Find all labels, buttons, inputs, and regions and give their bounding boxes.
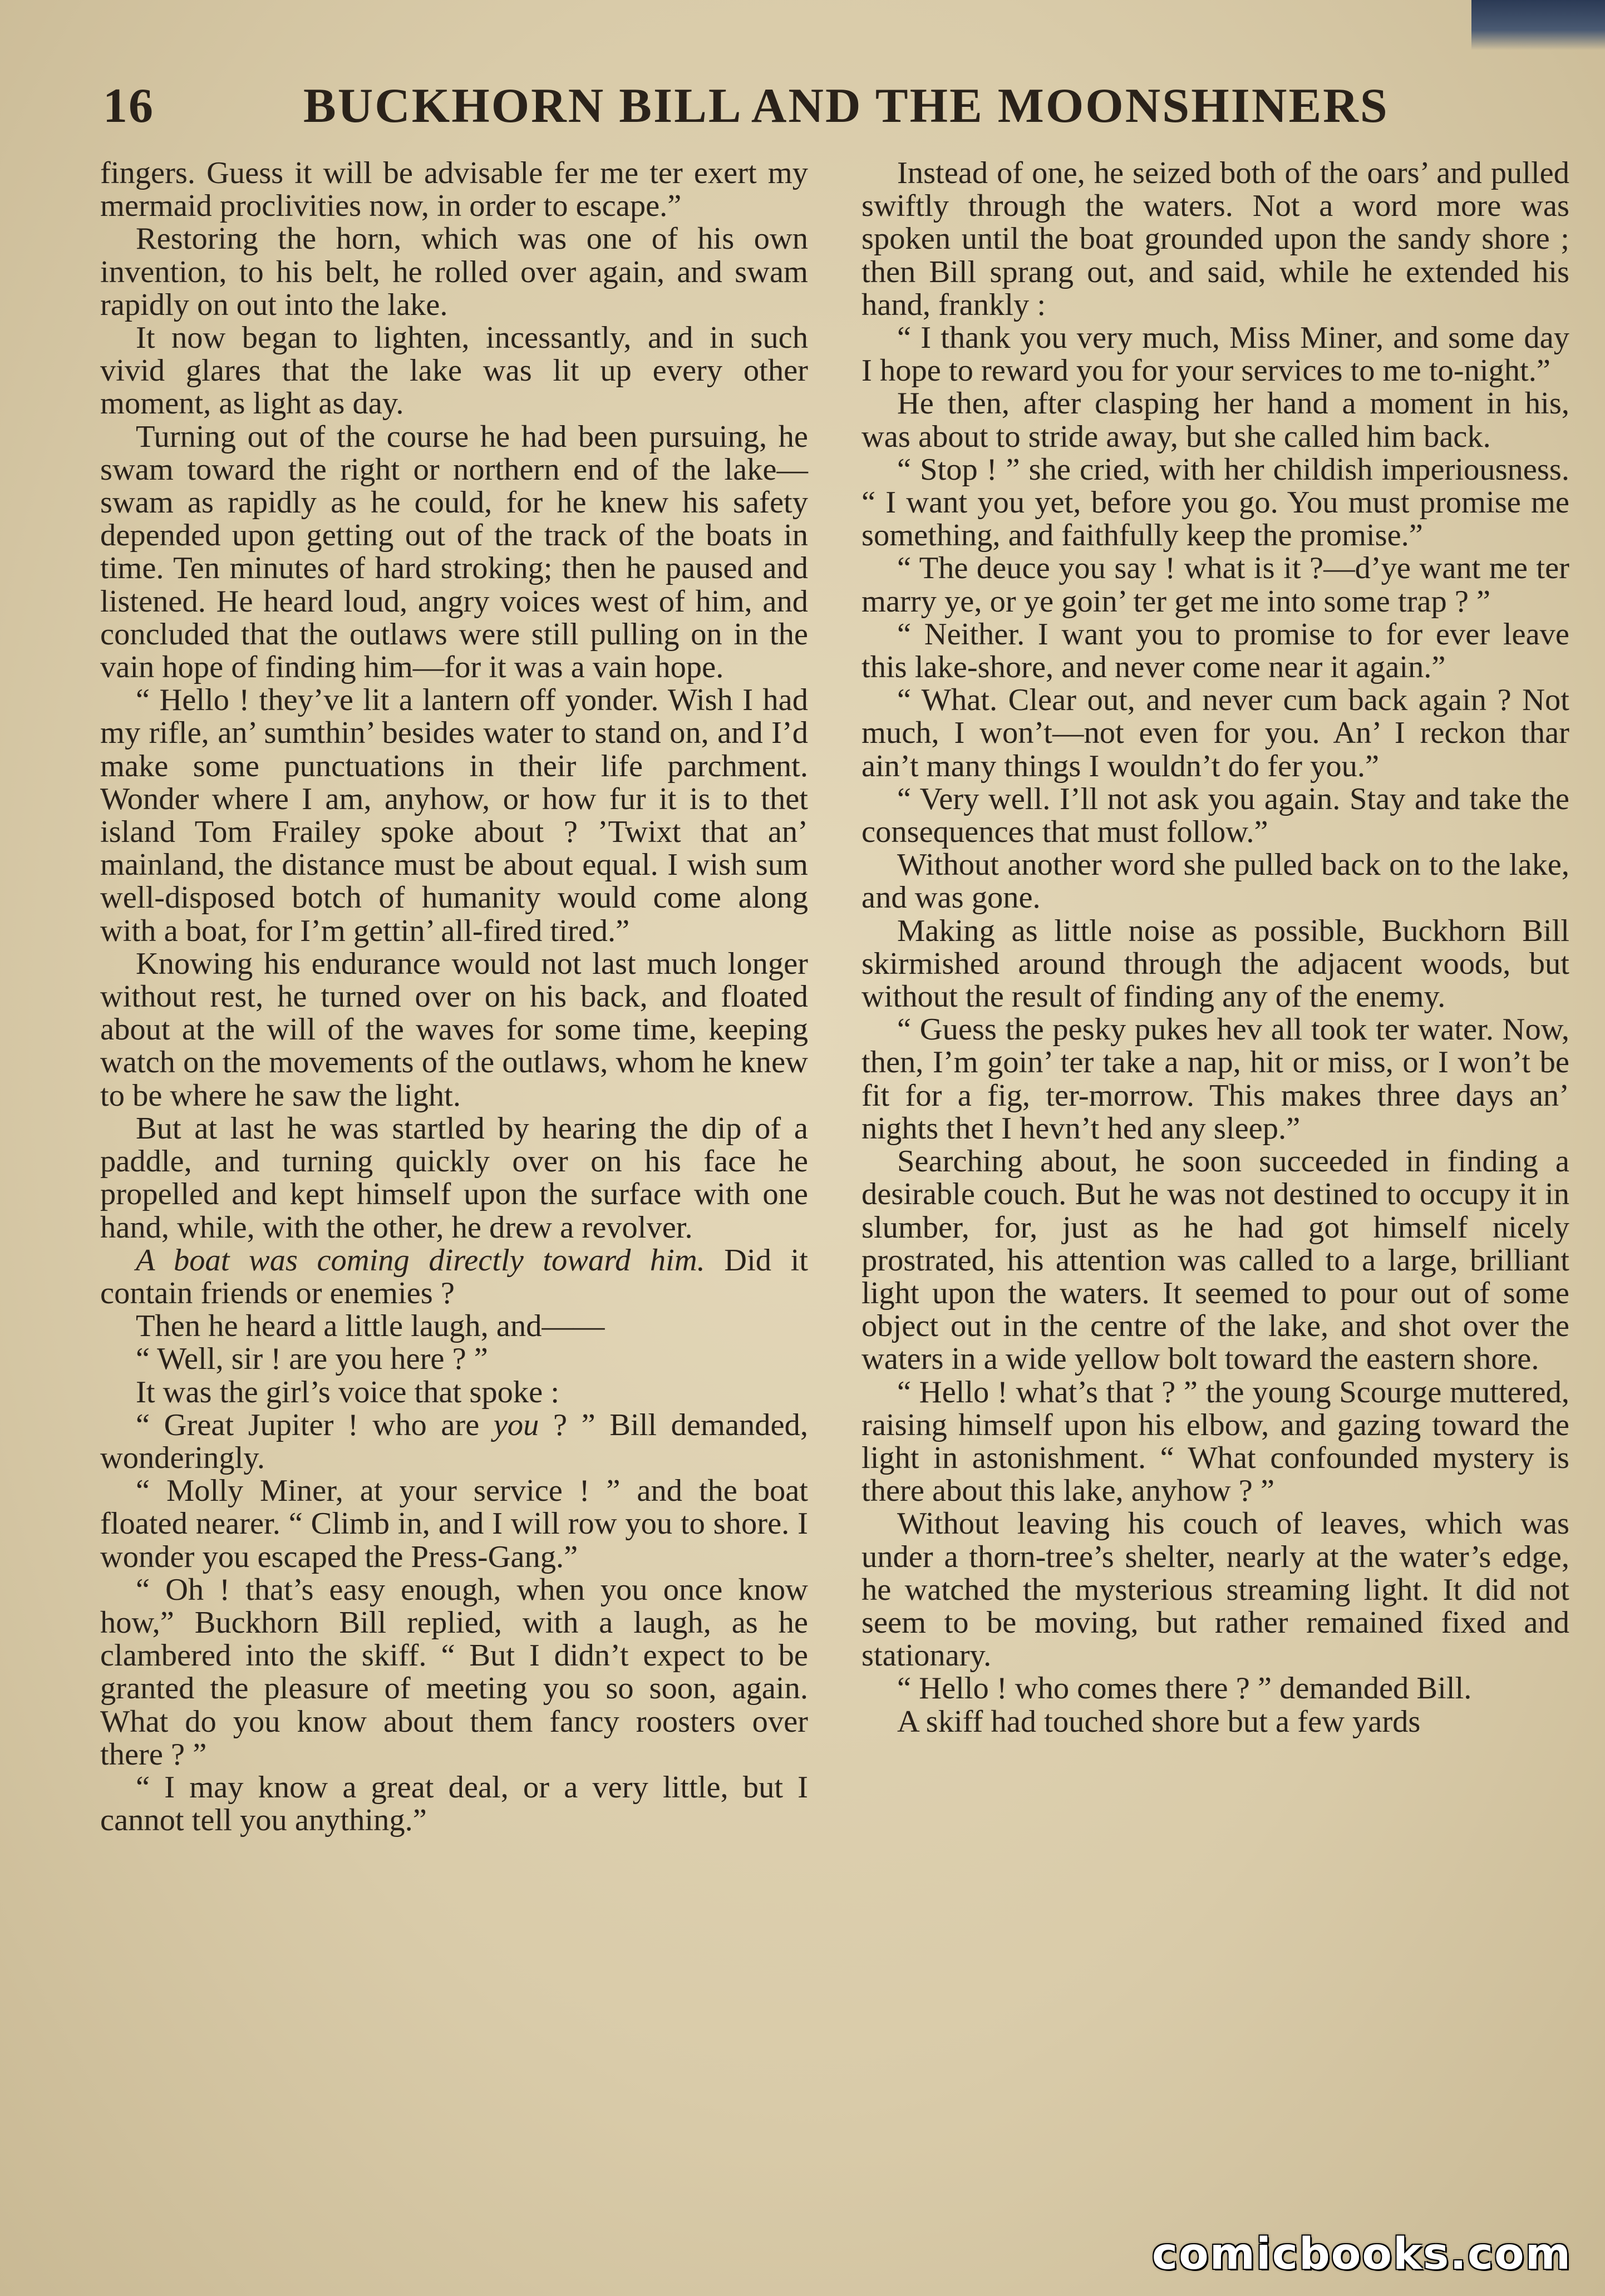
right-text-column bbox=[861, 157, 1569, 1738]
paragraph: “ What. Clear out, and never cum back again ? Not much, I won’t—not even for you. An’ I reckon thar ain’t many things I wouldn’t do fer you.” bbox=[861, 683, 1569, 784]
page-header bbox=[103, 78, 1517, 139]
page-number: 16 bbox=[103, 79, 154, 133]
paragraph-boat bbox=[100, 1244, 808, 1310]
paragraph: Making as little noise as possible, Buckhorn Bill skirmished around through the adjacent woods, but without the result of finding any of the enemy. bbox=[861, 913, 1569, 1014]
italic-sentence: A boat was coming directly toward him. bbox=[136, 1243, 705, 1278]
paragraph: “ Neither. I want you to promise to for ever leave this lake-shore, and never come near it again.” bbox=[861, 617, 1569, 685]
paragraph: “ Molly Miner, at your service ! ” and the boat floated nearer. “ Climb in, and I will row you to shore. I wonder you escaped the Press-Gang.” bbox=[100, 1474, 808, 1574]
paragraph: But at last he was startled by hearing the dip of a paddle, and turning quickly over on his face he propelled and kept himself upon the surface with one hand, while, with the other, he drew a revolver. bbox=[100, 1111, 808, 1245]
page-corner-shadow bbox=[1471, 0, 1605, 50]
paragraph: Searching about, he soon succeeded in finding a desirable couch. But he was not destined to occupy it in slumber, for, just as he had got himself nicely prostrated, his attention was called to a large, brilliant light upon the waters. It seemed to pour out of some object out in the centre of the lake, and shot over the waters in a wide yellow bolt toward the eastern shore. bbox=[861, 1144, 1569, 1377]
paragraph: “ The deuce you say ! what is it ?—d’ye want me ter marry ye, or ye goin’ ter get me into some trap ? ” bbox=[861, 551, 1569, 619]
paragraph: “ Stop ! ” she cried, with her childish imperiousness. “ I want you yet, before you go. You must promise me something, and faithfully keep the promise.” bbox=[861, 452, 1569, 553]
paragraph: “ Guess the pesky pukes hev all took ter water. Now, then, I’m goin’ ter take a nap, hit or miss, or I won’t be fit for a fig, ter-morrow. This makes three days an’ nights thet I hevn’t hed any sleep.” bbox=[861, 1012, 1569, 1146]
paragraph: “ Hello ! what’s that ? ” the young Scourge muttered, raising himself upon his elbow, and gazing toward the light in astonishment. “ What confounded mystery is there about this lake, anyhow ? ” bbox=[861, 1374, 1569, 1509]
paragraph: Turning out of the course he had been pursuing, he swam toward the right or northern end of the lake—swam as rapidly as he could, for he knew his safety depended upon getting out of the track of the boats in time. Ten minutes of hard stroking; then he paused and listened. He heard loud, angry voices west of him, and concluded that the outlaws were still pulling on in the vain hope of finding him—for it was a vain hope. bbox=[100, 419, 808, 685]
paragraph: A skiff had touched shore but a few yards bbox=[897, 1704, 1421, 1739]
running-title: BUCKHORN BILL AND THE MOONSHINERS bbox=[303, 79, 1389, 133]
site-watermark: comicbooks.com bbox=[1151, 2229, 1572, 2279]
paragraph: “ Well, sir ! are you here ? ” bbox=[136, 1342, 488, 1377]
paragraph: “ I thank you very much, Miss Miner, and some day I hope to reward you for your services to me to-night.” bbox=[861, 321, 1569, 388]
paragraph: “ Hello ! they’ve lit a lantern off yonder. Wish I had my rifle, an’ sumthin’ besides water to stand on, and I’d make some punctuations in their life parchment. Wonder where I am, anyhow, or how fur it is to thet island Tom Frailey spoke about ? ’Twixt that an’ mainland, the distance must be about equal. I wish sum well-disposed botch of humanity would come along with a boat, for I’m gettin’ all-fired tired.” bbox=[100, 683, 808, 948]
paragraph: fingers. Guess it will be advisable fer me ter exert my mermaid proclivities now, in order to escape.” bbox=[100, 156, 808, 224]
paragraph: “ Oh ! that’s easy enough, when you once know how,” Buckhorn Bill replied, with a laugh, as he clambered into the skiff. “ But I didn’t expect to be granted the pleasure of meeting you so soon, again. What do you know about them fancy roosters over there ? ” bbox=[100, 1572, 808, 1772]
paragraph: Knowing his endurance would not last much longer without rest, he turned over on his back, and floated about at the will of the waves for some time, keeping watch on the movements of the outlaws, whom he knew to be where he saw the light. bbox=[100, 946, 808, 1113]
paragraph: “ Very well. I’ll not ask you again. Stay and take the consequences that must follow.” bbox=[861, 781, 1569, 850]
paragraph: It was the girl’s voice that spoke : bbox=[136, 1374, 560, 1410]
paragraph: Instead of one, he seized both of the oars’ and pulled swiftly through the waters. Not a word more was spoken until the boat grounded upon the sandy shore ; then Bill sprang out, and said, while he extended his hand, frankly : bbox=[861, 156, 1569, 322]
paragraph-text: Did it contain friends or enemies ? bbox=[100, 1243, 808, 1310]
paragraph: Without leaving his couch of leaves, which was under a thorn-tree’s shelter, nearly at the water’s edge, he watched the mysterious streaming light. It did not seem to be moving, but rather remained fixed and stationary. bbox=[861, 1506, 1569, 1673]
paragraph: Restoring the horn, which was one of his own invention, to his belt, he rolled over again, and swam rapidly on out into the lake. bbox=[100, 221, 808, 322]
paragraph: “ Hello ! who comes there ? ” demanded Bill. bbox=[897, 1671, 1472, 1706]
paragraph: Then he heard a little laugh, and—— bbox=[136, 1309, 605, 1344]
paragraph: He then, after clasping her hand a moment in his, was about to stride away, but she called him back. bbox=[861, 386, 1569, 454]
paragraph-text: “ Great Jupiter ! who are bbox=[136, 1407, 494, 1442]
paragraph: Without another word she pulled back on to the lake, and was gone. bbox=[861, 848, 1569, 915]
paragraph: “ I may know a great deal, or a very little, but I cannot tell you anything.” bbox=[100, 1770, 808, 1838]
left-text-column bbox=[100, 157, 808, 1837]
paragraph-text: ? ” Bill demanded, wonderingly. bbox=[100, 1407, 808, 1475]
paragraph: It now began to lighten, incessantly, and in such vivid glares that the lake was lit up every other moment, as light as day. bbox=[100, 321, 808, 421]
italic-word: you bbox=[493, 1407, 539, 1442]
paragraph-jupiter bbox=[100, 1409, 808, 1475]
